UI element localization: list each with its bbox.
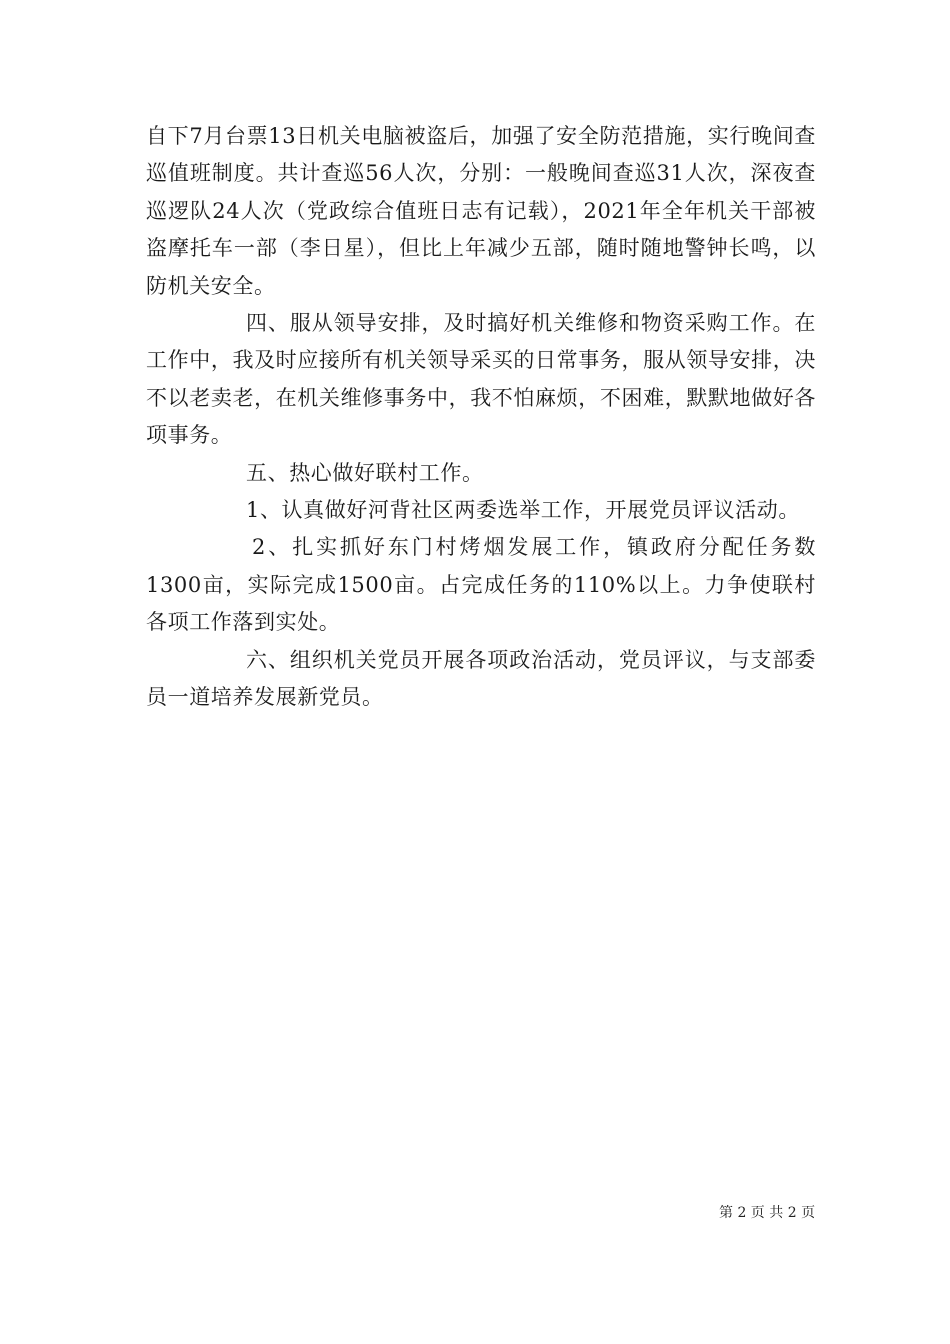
paragraph-section-six: 六、组织机关党员开展各项政治活动，党员评议，与支部委员一道培养发展新党员。 [146, 647, 816, 710]
paragraph-security-patrol: 自下7月台票13日机关电脑被盗后，加强了安全防范措施，实行晚间查巡值班制度。共计查巡56人次，分别：一般晚间查巡31人次，深夜查巡逻队24人次（党政综合值班日志有记载），2021年全年机关干部被盗摩托车一部（李日星），但比上年减少五部，随时随地警钟长鸣，以防机关安全。 [146, 124, 816, 298]
paragraph-section-five: 五、热心做好联村工作。 [246, 460, 484, 485]
page-number-footer: 第 2 页 共 2 页 [719, 1205, 816, 1221]
paragraph-section-four: 四、服从领导安排，及时搞好机关维修和物资采购工作。在工作中，我及时应接所有机关领导采买的日常事务，服从领导安排，决不以老卖老，在机关维修事务中，我不怕麻烦，不困难，默默地做好各项事务。 [146, 311, 816, 448]
paragraph-item-two: 2、扎实抓好东门村烤烟发展工作，镇政府分配任务数1300亩，实际完成1500亩。占完成任务的110%以上。力争使联村各项工作落到实处。 [146, 535, 816, 635]
paragraph-item-one: 1、认真做好河背社区两委选举工作，开展党员评议活动。 [246, 498, 800, 523]
document-body [146, 118, 816, 717]
